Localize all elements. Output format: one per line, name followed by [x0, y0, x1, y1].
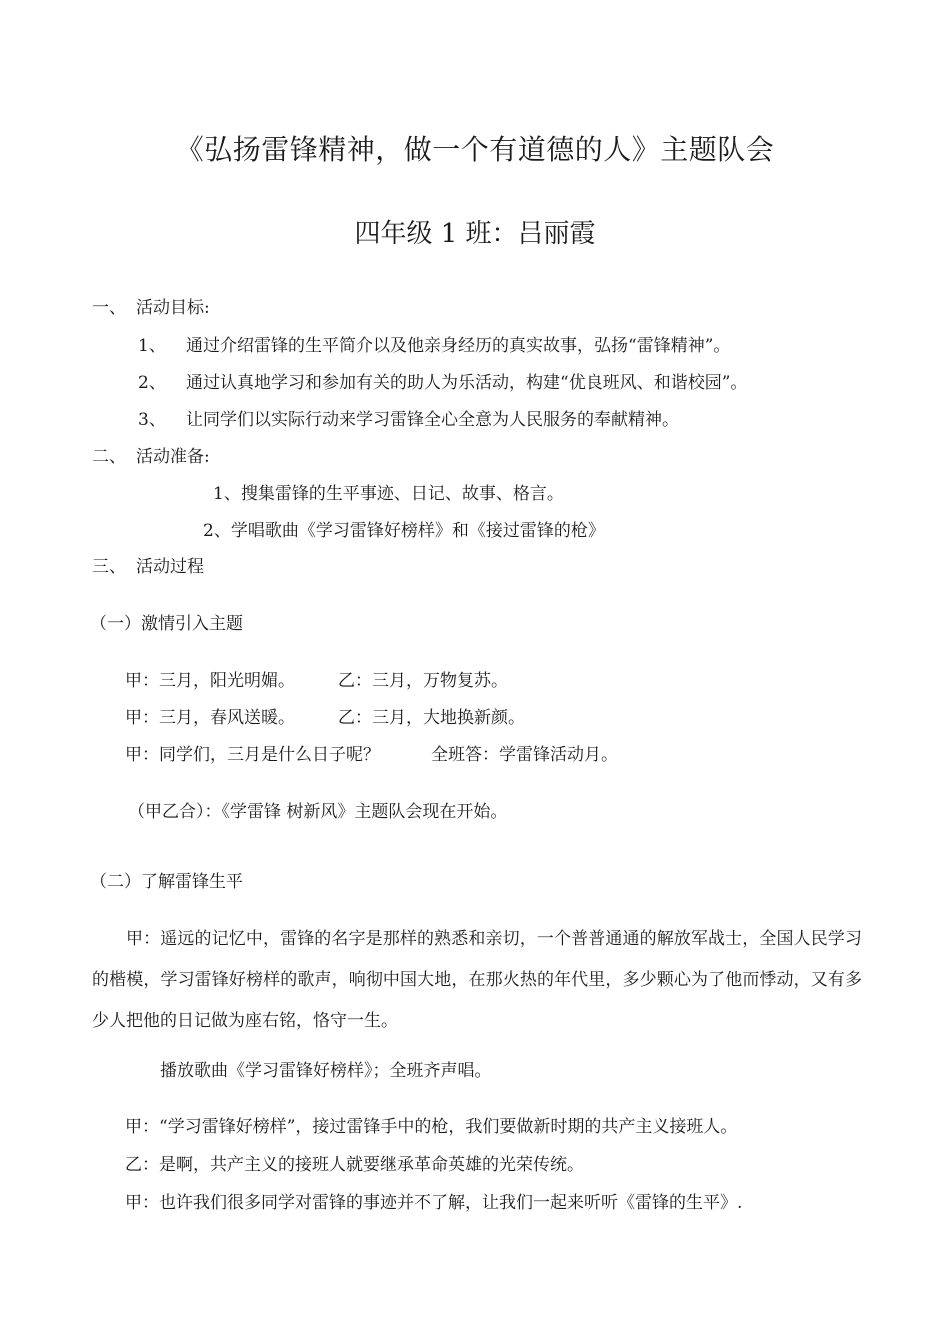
section-2-heading: 活动准备: [136, 447, 210, 467]
dialog-line-1a: 甲：三月，阳光明媚。 [125, 671, 295, 691]
intro-paragraph: 甲：遥远的记忆中，雷锋的名字是那样的熟悉和亲切，一个普普通通的解放军战士，全国人民学习的楷模，学习雷锋好榜样的歌声，响彻中国大地，在那火热的年代里，多少颗心为了他而悸动，又有多少人把他的日记做为座右铭，恪守一生。 [92, 929, 862, 1031]
dialog-line-3b: 全班答：学雷锋活动月。 [431, 745, 618, 765]
section-3-number: 三、 [92, 557, 126, 577]
dialog-line-2b: 乙：三月，大地换新颜。 [338, 708, 525, 728]
goal-1-text: 通过介绍雷锋的生平简介以及他亲身经历的真实故事，弘扬“雷锋精神”。 [186, 336, 731, 356]
section-1-heading: 活动目标: [136, 298, 210, 318]
document-title: 《弘扬雷锋精神，做一个有道德的人》主题队会 [175, 133, 775, 166]
goal-3-text: 让同学们以实际行动来学习雷锋全心全意为人民服务的奉献精神。 [186, 410, 679, 430]
dialog-line-3a: 甲：同学们，三月是什么日子呢？ [125, 745, 380, 765]
section-2-number: 二、 [92, 447, 126, 467]
goal-1-number: 1、 [138, 336, 166, 356]
part-2-heading: （二）了解雷锋生平 [90, 872, 243, 892]
section-3-heading: 活动过程 [136, 557, 204, 577]
goal-3-number: 3、 [138, 410, 166, 430]
section-1-number: 一、 [92, 298, 126, 318]
dialog-line-2a: 甲：三月，春风送暖。 [125, 708, 295, 728]
class-author-line: 四年级 1 班：吕丽霞 [354, 219, 596, 249]
dialog-line-1b: 乙：三月，万物复苏。 [338, 671, 508, 691]
goal-2-text: 通过认真地学习和参加有关的助人为乐活动，构建“优良班风、和谐校园”。 [186, 373, 748, 393]
prep-item-1: 1、搜集雷锋的生平事迹、日记、故事、格言。 [213, 484, 564, 504]
prep-item-2: 2、学唱歌曲《学习雷锋好榜样》和《接过雷锋的枪》 [203, 521, 605, 541]
song-instruction: 播放歌曲《学习雷锋好榜样》；全班齐声唱。 [160, 1061, 492, 1081]
part-1-heading: （一）激情引入主题 [90, 614, 243, 634]
dialog-line-5: 乙：是啊，共产主义的接班人就要继承革命英雄的光荣传统。 [125, 1155, 584, 1175]
goal-2-number: 2、 [138, 373, 166, 393]
dialog-line-6: 甲：也许我们很多同学对雷锋的事迹并不了解，让我们一起来听听《雷锋的生平》. [125, 1193, 743, 1213]
together-line: （甲乙合）：《学雷锋 树新风》主题队会现在开始。 [128, 802, 508, 822]
dialog-line-4: 甲：“学习雷锋好榜样”，接过雷锋手中的枪，我们要做新时期的共产主义接班人。 [125, 1117, 738, 1137]
